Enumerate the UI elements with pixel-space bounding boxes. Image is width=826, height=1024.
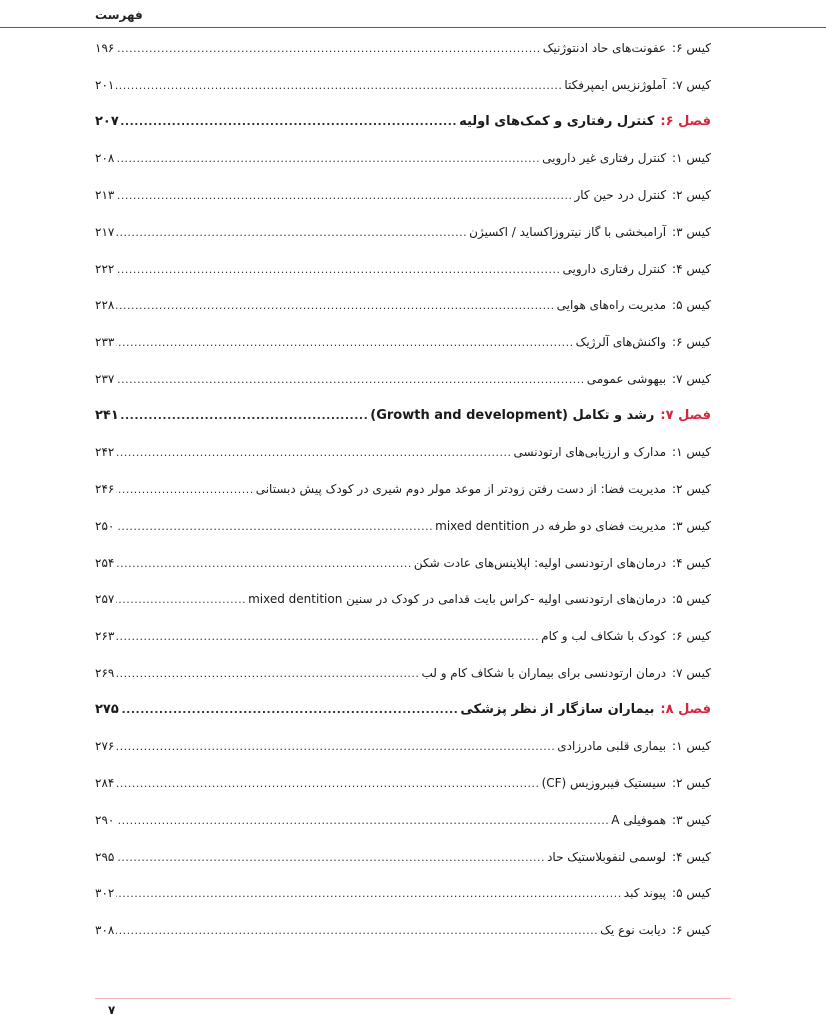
toc-case-row[interactable]: [95, 214, 711, 251]
page-number-ref: ۳۰۸: [95, 923, 115, 937]
toc-chapter-row[interactable]: [95, 104, 711, 141]
case-title: بیهوشی عمومی: [586, 371, 667, 386]
case-label: کیس ۳:: [672, 518, 711, 533]
page-number-ref: ۲۰۷: [95, 113, 119, 129]
case-label: کیس ۴:: [672, 555, 711, 570]
dot-leader: [116, 840, 545, 877]
toc-case-row[interactable]: [95, 471, 711, 508]
case-label: کیس ۶:: [672, 41, 711, 55]
header-rule: [0, 27, 826, 28]
case-label: کیس ۷:: [672, 77, 711, 92]
toc-case-row[interactable]: [95, 728, 711, 765]
toc-case-row[interactable]: [95, 324, 711, 361]
page-number-ref: ۲۸۴: [95, 776, 115, 790]
dot-leader: [116, 876, 621, 913]
case-label: کیس ۷:: [672, 371, 711, 386]
page-number-ref: ۲۹۵: [95, 849, 115, 864]
page-number-ref: ۲۲۸: [95, 298, 115, 313]
dot-leader: [116, 619, 539, 656]
chapter-title: رشد و تکامل (Growth and development): [370, 407, 655, 423]
case-title: واکنش‌های آلرژیک: [575, 335, 667, 349]
toc-case-row[interactable]: [95, 545, 711, 582]
case-label: کیس ۴:: [672, 261, 711, 276]
case-title: درمان‌های ارتودنسی اولیه -کراس بایت قدامی در کودک در سنین mixed dentition: [248, 592, 667, 607]
dot-leader: [116, 325, 573, 362]
case-label: کیس ۵:: [672, 298, 711, 313]
case-title: کنترل درد حین کار: [574, 188, 667, 202]
case-label: کیس ۴:: [672, 849, 711, 864]
page-number-ref: ۲۵۴: [95, 555, 115, 570]
case-title: دیابت نوع یک: [600, 923, 667, 937]
toc-chapter-row[interactable]: [95, 398, 711, 435]
toc-case-row[interactable]: [95, 67, 711, 104]
page-number-ref: ۱۹۶: [95, 41, 115, 55]
case-title: هموفیلی A: [611, 812, 667, 827]
dot-leader: [116, 472, 253, 509]
page-number-ref: ۲۲۲: [95, 261, 115, 276]
page-number-ref: ۲۵۰: [95, 518, 115, 533]
toc-case-row[interactable]: [95, 140, 711, 177]
toc-case-row[interactable]: [95, 251, 711, 288]
dot-leader: [121, 398, 368, 435]
toc-case-row[interactable]: [95, 30, 711, 67]
chapter-label: فصل ۶:: [660, 113, 711, 129]
toc-case-row[interactable]: [95, 912, 711, 949]
case-title: پیوند کبد: [623, 886, 667, 901]
page-number-ref: ۲۶۳: [95, 629, 115, 643]
toc-case-row[interactable]: [95, 618, 711, 655]
case-title: بیماری قلبی مادرزادی: [557, 739, 667, 754]
case-label: کیس ۷:: [672, 665, 711, 680]
case-title: درمان‌های ارتودنسی اولیه: اپلاینس‌های عادت شکن: [413, 555, 667, 570]
dot-leader: [116, 178, 572, 215]
case-title: کنترل رفتاری دارویی: [562, 261, 667, 276]
case-label: کیس ۲:: [672, 188, 711, 202]
toc-case-row[interactable]: [95, 581, 711, 618]
case-label: کیس ۶:: [672, 335, 711, 349]
case-label: کیس ۳:: [672, 812, 711, 827]
case-title: درمان ارتودنسی برای بیماران با شکاف کام و لب: [421, 665, 667, 680]
case-label: کیس ۱:: [672, 445, 711, 460]
chapter-label: فصل ۸:: [660, 701, 711, 717]
page-number-ref: ۲۴۱: [95, 407, 119, 423]
toc-case-row[interactable]: [95, 361, 711, 398]
dot-leader: [116, 68, 562, 105]
case-title: کنترل رفتاری غیر دارویی: [542, 151, 667, 166]
page-number-ref: ۲۱۷: [95, 224, 115, 239]
footer-rule: [95, 998, 731, 999]
toc-case-row[interactable]: [95, 839, 711, 876]
page-number-ref: ۲۰۱: [95, 77, 115, 92]
dot-leader: [116, 803, 609, 840]
page-number-ref: ۲۷۵: [95, 701, 119, 717]
toc-case-row[interactable]: [95, 655, 711, 692]
case-title: آرامبخشی با گاز نیتروزاکساید / اکسیژن: [469, 224, 667, 239]
case-title: مدیریت راه‌های هوایی: [556, 298, 667, 313]
dot-leader: [116, 546, 412, 583]
toc-case-row[interactable]: [95, 875, 711, 912]
case-label: کیس ۵:: [672, 592, 711, 607]
toc-case-row[interactable]: [95, 177, 711, 214]
page-header-title: فهرست: [95, 8, 143, 22]
toc-case-row[interactable]: [95, 434, 711, 471]
page-number-ref: ۲۳۷: [95, 371, 115, 386]
page-number-ref: ۲۴۶: [95, 482, 115, 496]
toc-case-row[interactable]: [95, 287, 711, 324]
chapter-title: کنترل رفتاری و کمک‌های اولیه: [459, 113, 655, 129]
case-label: کیس ۵:: [672, 886, 711, 901]
dot-leader: [116, 215, 467, 252]
toc-chapter-row[interactable]: [95, 692, 711, 729]
page-number-ref: ۲۱۳: [95, 188, 115, 202]
case-label: کیس ۶:: [672, 629, 711, 643]
case-label: کیس ۱:: [672, 739, 711, 754]
case-title: مدارک و ارزیابی‌های ارتودنسی: [513, 445, 667, 460]
page-number-ref: ۳۰۲: [95, 886, 115, 901]
table-of-contents: [95, 30, 711, 949]
case-label: کیس ۲:: [672, 482, 711, 496]
case-label: کیس ۲:: [672, 776, 711, 790]
page-number-ref: ۲۰۸: [95, 151, 115, 166]
dot-leader: [116, 288, 554, 325]
toc-case-row[interactable]: [95, 508, 711, 545]
case-title: لوسمی لنفوبلاستیک حاد: [547, 849, 667, 864]
page-number-ref: ۲۳۳: [95, 335, 115, 349]
case-title: سیستیک فیبروزیس (CF): [541, 776, 667, 790]
dot-leader: [116, 141, 540, 178]
dot-leader: [116, 435, 511, 472]
page-number-ref: ۲۷۶: [95, 739, 115, 754]
chapter-label: فصل ۷:: [660, 407, 711, 423]
toc-case-row[interactable]: [95, 802, 711, 839]
dot-leader: [121, 692, 459, 729]
chapter-title: بیماران سازگار از نظر پزشکی: [460, 701, 655, 717]
dot-leader: [116, 913, 598, 950]
page-number-ref: ۲۵۷: [95, 592, 115, 607]
case-label: کیس ۶:: [672, 923, 711, 937]
case-title: آملوژنزیس ایمپرفکتا: [564, 77, 667, 92]
toc-case-row[interactable]: [95, 765, 711, 802]
page-number-ref: ۲۹۰: [95, 812, 115, 827]
page-number: ۷: [108, 1003, 116, 1017]
dot-leader: [116, 582, 246, 619]
dot-leader: [116, 656, 419, 693]
dot-leader: [116, 31, 540, 68]
page-number-ref: ۲۴۲: [95, 445, 115, 460]
case-label: کیس ۳:: [672, 224, 711, 239]
case-title: عفونت‌های حاد ادنتوژنیک: [542, 41, 667, 55]
dot-leader: [116, 362, 584, 399]
dot-leader: [121, 104, 457, 141]
case-label: کیس ۱:: [672, 151, 711, 166]
case-title: مدیریت فضا: از دست رفتن زودتر از موعد مولر دوم شیری در کودک پیش دبستانی: [255, 482, 667, 496]
case-title: کودک با شکاف لب و کام: [541, 629, 667, 643]
case-title: مدیریت فضای دو طرفه در mixed dentition: [435, 518, 667, 533]
page-number-ref: ۲۶۹: [95, 665, 115, 680]
dot-leader: [116, 729, 555, 766]
dot-leader: [116, 766, 539, 803]
dot-leader: [116, 509, 433, 546]
dot-leader: [116, 252, 560, 289]
